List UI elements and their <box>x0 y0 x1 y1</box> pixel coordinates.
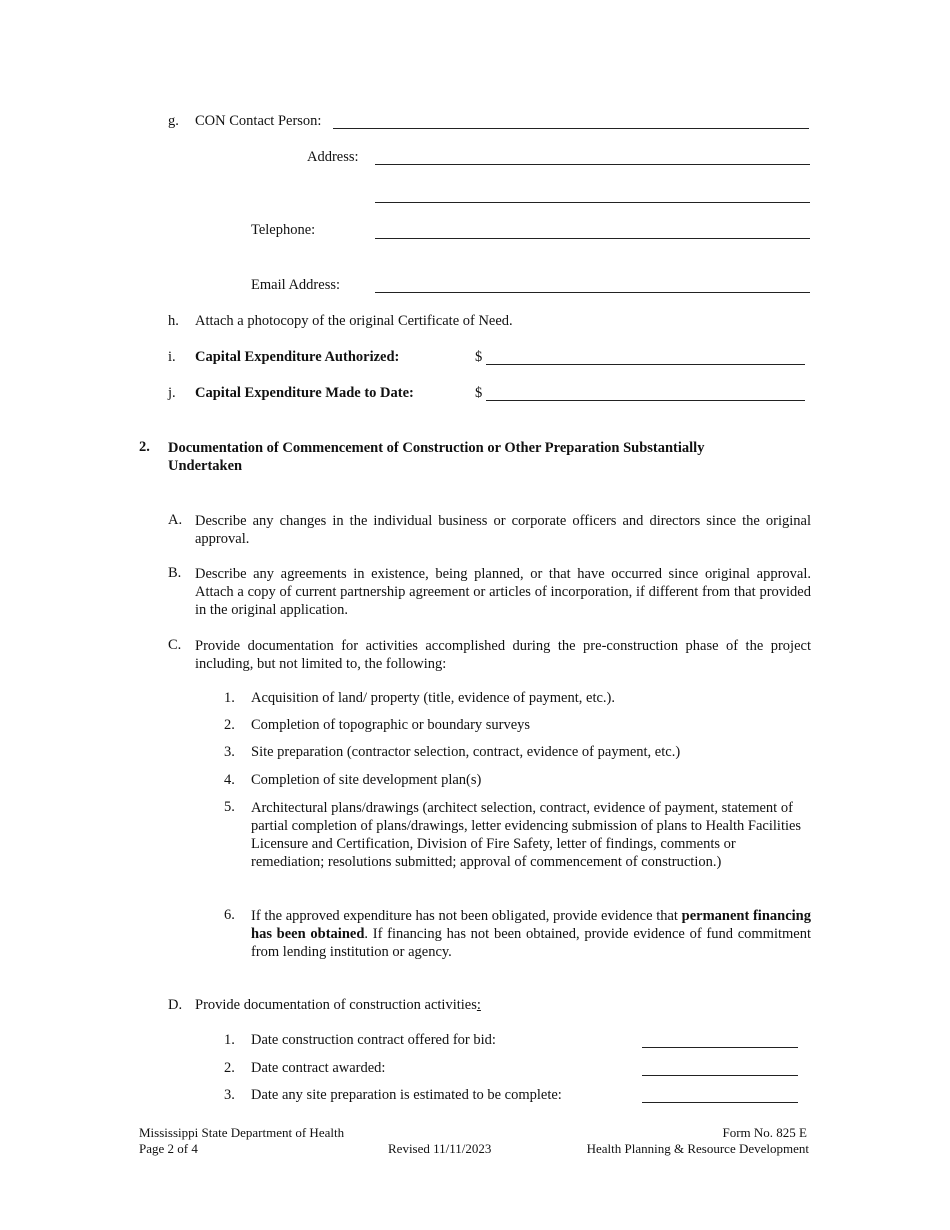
financing-text-pre: If the approved expenditure has not been obligated, provide evidence that <box>251 908 682 924</box>
footer-form-number: Form No. 825 E <box>722 1125 807 1140</box>
capital-made-field[interactable] <box>486 400 805 401</box>
list-item-number: 1. <box>224 690 235 706</box>
list-item: Date construction contract offered for bid: <box>251 1032 496 1048</box>
address-field-line-2[interactable] <box>375 202 810 203</box>
footer-page-number: Page 2 of 4 <box>139 1141 198 1156</box>
item-A-letter: A. <box>168 512 183 528</box>
telephone-field[interactable] <box>375 238 810 239</box>
con-contact-label: CON Contact Person: <box>195 113 322 129</box>
list-item: Architectural plans/drawings (architect selection, contract, evidence of payment, statement of partial completion of plans/drawings, letter evidencing submission of plans to Health Facilities Licensure and Certification, Division of Fire Safety, letter of findings, comments or remediation; resolutions submitted; approval of commencement of construction.) <box>251 800 802 870</box>
section-2-number: 2. <box>139 439 150 455</box>
list-item: Completion of site development plan(s) <box>251 772 482 788</box>
currency-symbol: $ <box>475 349 483 365</box>
item-g-letter: g. <box>168 113 179 129</box>
financing-text-bold: permanent financing has been obtained <box>251 908 811 942</box>
email-label: Email Address: <box>251 277 341 293</box>
con-contact-field[interactable] <box>333 128 809 129</box>
list-item: Date any site preparation is estimated to be complete: <box>251 1087 562 1103</box>
list-item-number: 5. <box>224 799 235 815</box>
item-C-text: Provide documentation for activities accomplished during the pre-construction phase of the project including, but not limited to, the following: <box>195 638 811 672</box>
list-item: Site preparation (contractor selection, contract, evidence of payment, etc.) <box>251 744 681 760</box>
email-field[interactable] <box>375 292 810 293</box>
capital-authorized-field[interactable] <box>486 364 805 365</box>
list-item-number: 2. <box>224 717 235 733</box>
footer-division: Health Planning & Resource Development <box>586 1141 809 1156</box>
item-A-text: Describe any changes in the individual business or corporate officers and directors since the original approval. <box>195 513 811 547</box>
item-B-letter: B. <box>168 565 182 581</box>
list-item-number: 4. <box>224 772 235 788</box>
financing-text-post: . If financing has not been obtained, provide evidence of fund commitment from lending institution or agency. <box>251 926 811 960</box>
bid-date-field[interactable] <box>642 1047 798 1048</box>
list-item-financing <box>251 907 811 961</box>
item-C-letter: C. <box>168 637 182 653</box>
item-B-text: Describe any agreements in existence, being planned, or that have occurred since original approval. Attach a copy of current partnership agreement or articles of incorporation, if different from that provided in the original application. <box>195 566 811 618</box>
telephone-label: Telephone: <box>251 222 316 238</box>
footer-revised: Revised 11/11/2023 <box>388 1141 492 1156</box>
address-label: Address: <box>307 149 359 165</box>
item-D-colon: : <box>476 997 481 1013</box>
footer-department: Mississippi State Department of Health <box>139 1125 345 1140</box>
contract-awarded-date-field[interactable] <box>642 1075 798 1076</box>
item-D-letter: D. <box>168 997 183 1013</box>
item-D-text <box>195 997 481 1014</box>
list-item-number: 1. <box>224 1032 235 1048</box>
currency-symbol: $ <box>475 385 483 401</box>
list-item-number: 6. <box>224 907 235 923</box>
address-field-line-1[interactable] <box>375 164 810 165</box>
list-item: Completion of topographic or boundary surveys <box>251 717 531 733</box>
item-j-letter: j. <box>168 385 176 401</box>
item-h-letter: h. <box>168 313 179 329</box>
list-item: Acquisition of land/ property (title, evidence of payment, etc.). <box>251 690 615 706</box>
item-D-label: Provide documentation of construction activities <box>195 997 477 1013</box>
capital-made-label: Capital Expenditure Made to Date: <box>195 385 414 401</box>
capital-authorized-label: Capital Expenditure Authorized: <box>195 349 400 365</box>
item-i-letter: i. <box>168 349 176 365</box>
list-item-number: 3. <box>224 744 235 760</box>
list-item-number: 3. <box>224 1087 235 1103</box>
section-2-title: Documentation of Commencement of Construction or Other Preparation Substantially Undertaken <box>168 440 705 474</box>
list-item: Date contract awarded: <box>251 1060 386 1076</box>
site-prep-date-field[interactable] <box>642 1102 798 1103</box>
list-item-number: 2. <box>224 1060 235 1076</box>
item-h-text: Attach a photocopy of the original Certificate of Need. <box>195 313 513 329</box>
